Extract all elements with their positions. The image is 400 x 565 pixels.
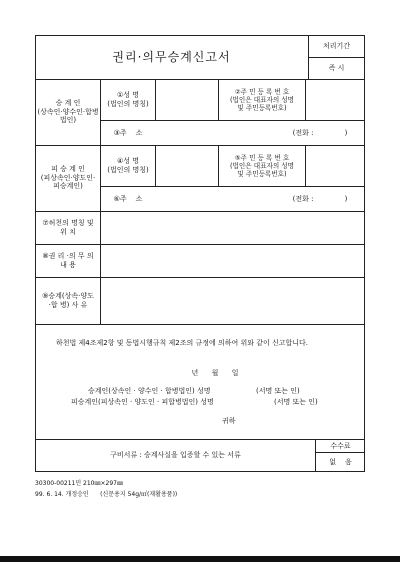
assignor-signature-label: 승계인(상속인 · 양수인 · 합병법인) 성명 <box>88 387 211 395</box>
assignee-regno-field[interactable] <box>306 147 364 185</box>
assignee-label: 피 승 계 인 (피상속인·양도인· 피승계인) <box>40 164 96 191</box>
processing-period-value: 즉 시 <box>328 63 345 72</box>
approval-line: 99. 6. 14. 개정승인 (신문용지 54g/㎡(재활용품)) <box>35 491 178 498</box>
rights-label: ⑧권 리 ·의 무 의 내 용 <box>42 252 94 269</box>
assignee-regno-label: ⑤주 민 등 록 번 호 (법인은 대표자의 성명 및 주민등록번호) <box>229 153 295 179</box>
addressee: 귀하 <box>222 417 236 425</box>
assignor-name-label: ①성 명 (법인의 명칭) <box>107 91 149 108</box>
fee-label: 수수료 <box>330 441 351 450</box>
assignee-signature-note: (서명 또는 인) <box>274 398 318 406</box>
assignee-signature-label: 피승계인(피상속인 · 양도인 · 피합병법인) 성명 <box>71 398 214 406</box>
assignee-name-field[interactable] <box>156 147 217 185</box>
reason-field[interactable] <box>101 279 364 323</box>
assignor-regno-field[interactable] <box>306 81 364 119</box>
attachments-label: 구비서류 : 승계사실을 입증할 수 있는 서류 <box>110 451 241 460</box>
form-code: 30300-00211민 210㎜×297㎜ <box>35 480 123 487</box>
assignee-phone-label: (전화 : ) <box>292 194 348 203</box>
assignee-name-label: ④성 명 (법인의 명칭) <box>107 157 149 174</box>
assignee-address-field[interactable] <box>156 188 276 210</box>
assignor-regno-label: ②주 민 등 록 번 호 (법인은 대표자의 성명 및 주민등록번호) <box>229 87 295 113</box>
form-title: 권리·의무승계신고서 <box>112 49 231 64</box>
assignor-signature-note: (서명 또는 인) <box>256 387 300 395</box>
assignor-address-field[interactable] <box>156 122 276 144</box>
fee-value: 없 음 <box>329 457 352 466</box>
permit-name-label: ⑦허천의 명칭 및 위 치 <box>42 219 94 236</box>
assignor-phone-label: (전화 : ) <box>292 128 348 137</box>
rights-field[interactable] <box>101 246 364 276</box>
declaration-text: 하천법 제4조제2항 및 동법시행규칙 제2조의 규정에 의하여 위와 같이 신고합니다. <box>56 339 308 347</box>
assignor-label: 승 계 인 (상속인·양수인·합병법인) <box>37 98 99 125</box>
reason-label: ⑨승계(상속·양도 ·합 병) 사 유 <box>42 292 94 309</box>
processing-period-label: 처리기간 <box>322 42 351 51</box>
permit-name-field[interactable] <box>101 213 364 243</box>
assignee-address-label: ⑥주 소 <box>113 194 143 203</box>
assignor-name-field[interactable] <box>156 81 217 119</box>
bottom-edge-bar <box>0 556 400 562</box>
assignor-address-label: ③주 소 <box>113 128 143 137</box>
declaration-date: 년 월 일 <box>191 369 239 377</box>
